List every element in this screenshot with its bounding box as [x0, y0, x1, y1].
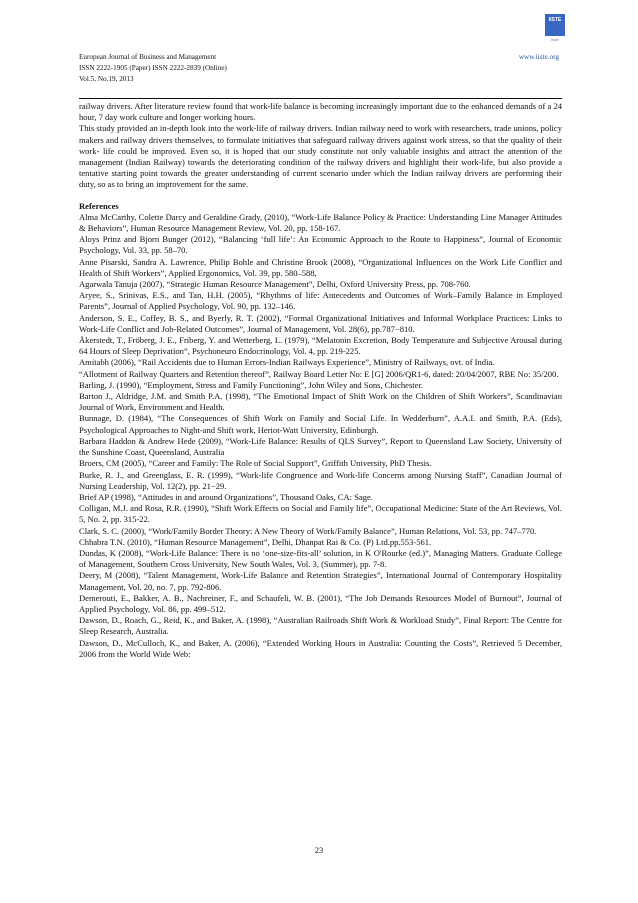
reference-item: Chhabra T.N. (2010), “Human Resource Management”, Delhi, Dhanpat Rai & Co. (P) Ltd.pp.553-561.	[79, 536, 432, 547]
reference-item: Bunnage, D. (1984), “The Consequences of Shift Work on Family and Social Life. In Wedderburn”, A.A.I. and Smith, P.A. (Eds), Psychological Approaches to Night-and Shift work, Heriot-Watt University, Edinburgh.	[79, 413, 562, 435]
reference-item: Barbara Haddon & Andrew Hede (2009), “Work-Life Balance: Results of QLS Survey”, Report to Queensland Law Society, University of the Sunshine Coast, Queensland, Australia	[79, 435, 562, 458]
reference-item: Amitabh (2006), “Rail Accidents due to Human Errors-Indian Railways Experience”, Ministry of Railways, ovt. of India.	[79, 357, 495, 368]
body-paragraph: railway drivers. After literature review found that work-life balance is becoming increasingly important due to the enhanced demands of a 24 hour, 7 day work culture and longer working hours.	[79, 101, 562, 123]
reference-item: Dundas, K (2008), “Work-Life Balance: There is no ‘one-size-fits-all’ solution, in K O'Rourke (ed.)”, Managing Matters. Graduate College of Management, Southern Cross University, New South Wales, Vol. 3, (Summer), pp. 7-8.	[79, 547, 562, 570]
reference-item: Aryee, S., Srinivas, E.S., and Tan, H.H. (2005), “Rhythms of life: Antecedents and Outcomes of Work–Family Balance in Employed Parents”, Journal of Applied Psychology, Vol. 90, pp. 132–146.	[79, 290, 562, 312]
reference-list	[79, 212, 562, 660]
logo-tagline: iiste	[551, 38, 559, 42]
journal-title: European Journal of Business and Management	[79, 53, 217, 61]
reference-item: Broers, CM (2005), “Career and Family: The Role of Social Support”, Griffith University, PhD Thesis.	[79, 458, 432, 469]
logo-text: IISTE	[548, 17, 562, 23]
iiste-logo	[545, 14, 565, 47]
page-number: 23	[314, 845, 324, 855]
reference-item: Dawson, D., McCulloch, K., and Baker, A. (2006), “Extended Working Hours in Australia: Counting the Costs”, Retrieved 5 December, 2006 from the World Wide Web:	[79, 637, 562, 659]
body-paragraph: This study provided an in-depth look into the work-life of railway drivers. Indian railway need to work with researchers, trade unions, policy makers and railway drivers themselves, to formulate initiatives that safeguard railway drivers against work stress, so that the quality of their work- life could be improved. Even so, it is hoped that our study constitute not only valuable insights and attract the attention of the management (Indian Railway) towards the deteriorating condition of the railway drivers and highlight their work-life, but also provide a tentative starting point towards the greater understanding of current scenario under which the Indian railway drivers are performing their duty, so as to bring an improvement for the same.	[79, 123, 562, 190]
reference-item: Colligan, M.J. and Rosa, R.R. (1990), “Shift Work Effects on Social and Family life”, Occupational Medicine: State of the Art Reviews, Vol. 5, No. 2, pp. 315-22.	[79, 503, 562, 525]
reference-item: Agarwala Tanuja (2007), “Strategic Human Resource Management”, Delhi, Oxford University Press, pp. 708-760.	[79, 279, 471, 290]
reference-item: Åkerstedt, T., Fröberg, J. E., Friberg, Y. and Wetterberg, L. (1979), “Melatonin Excretion, Body Temperature and Subjective Arousal during 64 Hours of Sleep Deprivation”, Psychoneuro Endocrinology, Vol. 4, pp. 219-225.	[79, 335, 562, 357]
reference-item: Brief AP (1998), “Attitudes in and around Organizations”, Thousand Oaks, CA: Sage.	[79, 491, 373, 502]
header-divider	[79, 98, 562, 99]
reference-item: Alma McCarthy, Colette Darcy and Geraldine Grady, (2010), “Work-Life Balance Policy & Practice: Understanding Line Manager Attitudes & Behaviors”, Human Resource Management Review, Vol. 20, pp. 158-167.	[79, 211, 562, 234]
reference-item: Deery, M (2008), “Talent Management, Work-Life Balance and Retention Strategies”, International Journal of Contemporary Hospitality Management, Vol. 20, no. 7, pp. 792-806.	[79, 570, 562, 592]
reference-item: “Allotment of Railway Quarters and Retention thereof”, Railway Board Letter No: E [G] 2006/QR1-6, dated: 20/04/2007, RBE No: 35/200.	[79, 368, 559, 379]
reference-item: Dawson, D., Roach, G., Reid, K., and Baker, A. (1998), “Australian Railroads Shift Work & Workload Study”, Final Report: The Centre for Sleep Research, Australia.	[79, 615, 562, 637]
reference-item: Barton J., Aldridge, J.M. and Smith P.A. (1998), “The Emotional Impact of Shift Work on the Children of Shift Workers”, Scandinavian Journal of Work, Environment and Health.	[79, 391, 562, 413]
page-body	[79, 101, 562, 660]
journal-url-link[interactable]: www.iiste.org	[518, 53, 559, 61]
reference-item: Demerouti, E., Bakker, A. B., Nachreiner, F., and Schaufeli, W. B. (2001), “The Job Demands Resources Model of Burnout”, Journal of Applied Psychology, Vol. 86, pp. 499–512.	[79, 592, 562, 614]
logo-badge	[545, 14, 565, 36]
reference-item: Anne Pisarski, Sandra A. Lawrence, Philip Bohle and Christine Brook (2008), “Organizational Influences on the Work Life Conflict and Health of Shift Workers”, Applied Ergonomics, Vol. 39, pp. 580–588,	[79, 256, 562, 278]
reference-item: Anderson, S. E., Coffey, B. S., and Byerly, R. T. (2002), “Formal Organizational Initiatives and Informal Workplace Practices: Links to Work-Life Conflict and Job-Related Outcomes”, Journal of Management, Vol. 28(6), pp.787−810.	[79, 312, 562, 334]
references-heading: References	[79, 200, 119, 211]
running-header	[79, 52, 559, 85]
reference-item: Burke, R. J., and Greenglass, E. R. (1999), “Work-life Congruence and Work-life Concerns among Nursing Staff”, Canadian Journal of Nursing Leadership, Vol. 12(2), pp. 21−29.	[79, 469, 562, 491]
reference-item: Barling, J. (1990), “Employment, Stress and Family Functioning”, John Wiley and Sons, Chichester.	[79, 379, 423, 390]
reference-item: Clark, S. C. (2000), “Work/Family Border Theory: A New Theory of Work/Family Balance”, Human Relations, Vol. 53, pp. 747–770.	[79, 525, 537, 536]
issn-line: ISSN 2222-1905 (Paper) ISSN 2222-2839 (Online)	[79, 64, 227, 72]
reference-item: Aloys Prinz and Bjorn Bunger (2012), “Balancing ‘full life’: An Economic Approach to the Route to Happiness”, Journal of Economic Psychology, Vol. 33, pp. 58–70.	[79, 234, 562, 256]
volume-line: Vol.5, No.19, 2013	[79, 75, 134, 83]
